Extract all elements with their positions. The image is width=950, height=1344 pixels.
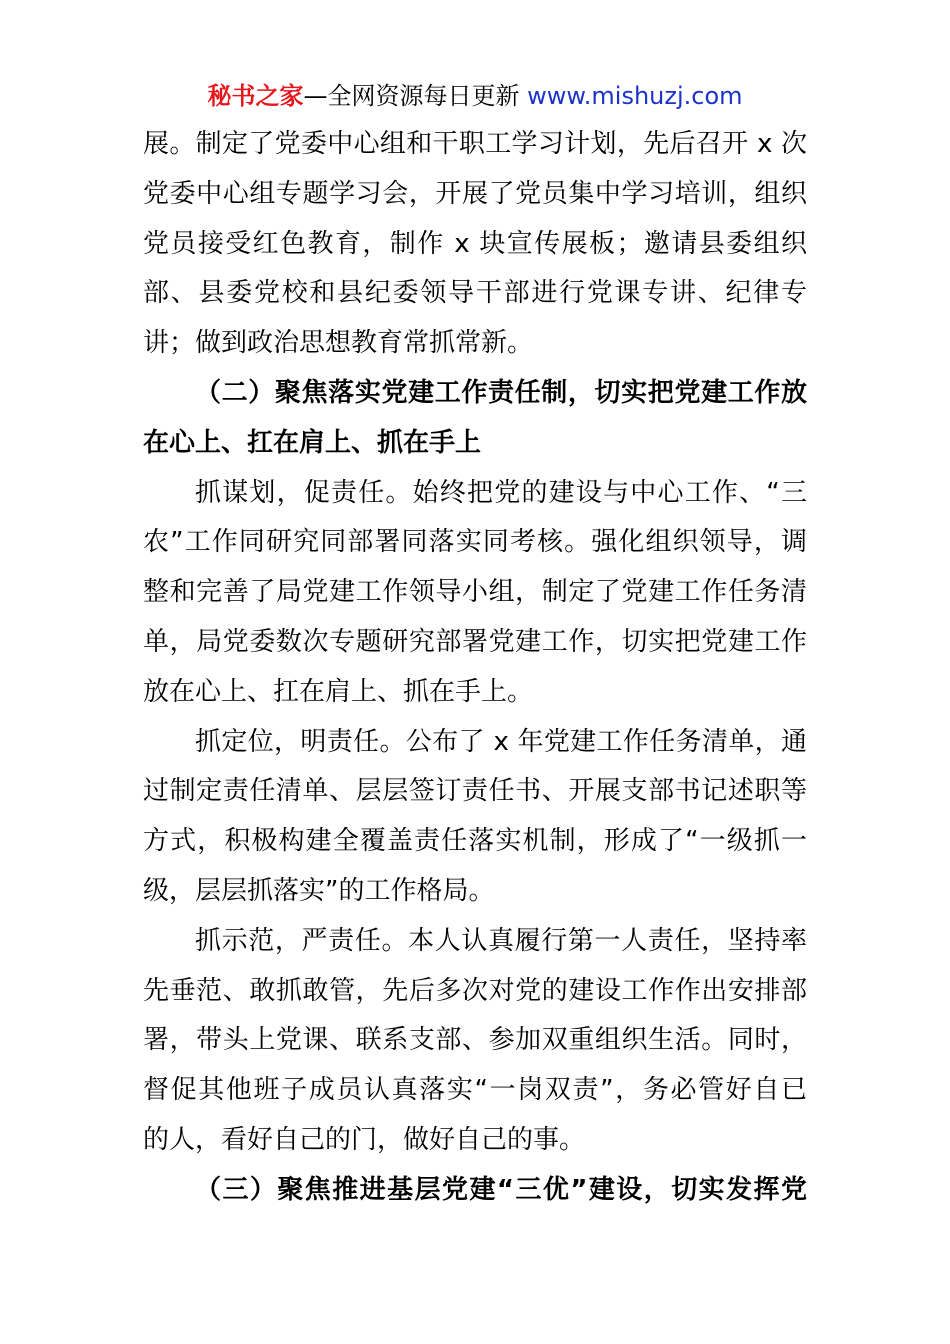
paragraph-line: 放在心上、扛在肩上、抓在手上。 <box>143 676 534 707</box>
site-header <box>0 80 950 112</box>
section-heading-line: （二）聚焦落实党建工作责任制，切实把党建工作放 <box>195 377 807 408</box>
paragraph-line: 整和完善了局党建工作领导小组，制定了党建工作任务清 <box>143 577 807 608</box>
paragraph-line: 党委中心组专题学习会，开展了党员集中学习培训，组织 <box>143 178 807 209</box>
paragraph-line: 单，局党委数次专题研究部署党建工作，切实把党建工作 <box>143 626 807 657</box>
paragraph-line: 讲；做到政治思想教育常抓常新。 <box>143 328 534 359</box>
document-body <box>143 120 807 1216</box>
paragraph-line: 督促其他班子成员认真落实“一岗双责”，务必管好自已 <box>143 1075 807 1106</box>
paragraph-line: 的人，看好自己的门，做好自己的事。 <box>143 1124 586 1155</box>
paragraph-line: 抓示范，严责任。本人认真履行第一人责任，坚持率 <box>195 925 807 956</box>
paragraph-line: 农”工作同研究同部署同落实同考核。强化组织领导，调 <box>143 527 807 558</box>
paragraph-line: 先垂范、敢抓敢管，先后多次对党的建设工作作出安排部 <box>143 975 807 1006</box>
paragraph-line: 抓定位，明责任。公布了 x 年党建工作任务清单，通 <box>195 726 807 757</box>
header-tagline: —全网资源每日更新 <box>303 82 528 110</box>
site-url-link[interactable]: www.mishuzj.com <box>527 82 743 110</box>
paragraph-line: 党员接受红色教育，制作 x 块宣传展板；邀请县委组织 <box>143 228 807 259</box>
brand-name: 秘书之家 <box>207 82 304 110</box>
paragraph-line: 方式，积极构建全覆盖责任落实机制，形成了“一级抓一 <box>143 826 807 857</box>
paragraph-line: 级，层层抓落实”的工作格局。 <box>143 875 495 906</box>
paragraph-line: 展。制定了党委中心组和干职工学习计划，先后召开 x 次 <box>143 129 807 159</box>
paragraph-line: 署，带头上党课、联系支部、参加双重组织生活。同时， <box>143 1025 807 1056</box>
paragraph-line: 部、县委党校和县纪委领导干部进行党课专讲、纪律专 <box>143 278 807 309</box>
paragraph-line: 过制定责任清单、层层签订责任书、开展支部书记述职等 <box>143 776 807 807</box>
section-heading-line: 在心上、扛在肩上、抓在手上 <box>143 427 482 458</box>
paragraph-line: 抓谋划，促责任。始终把党的建设与中心工作、“三 <box>195 477 807 508</box>
section-heading-line: （三）聚焦推进基层党建“三优”建设，切实发挥党 <box>195 1174 807 1205</box>
